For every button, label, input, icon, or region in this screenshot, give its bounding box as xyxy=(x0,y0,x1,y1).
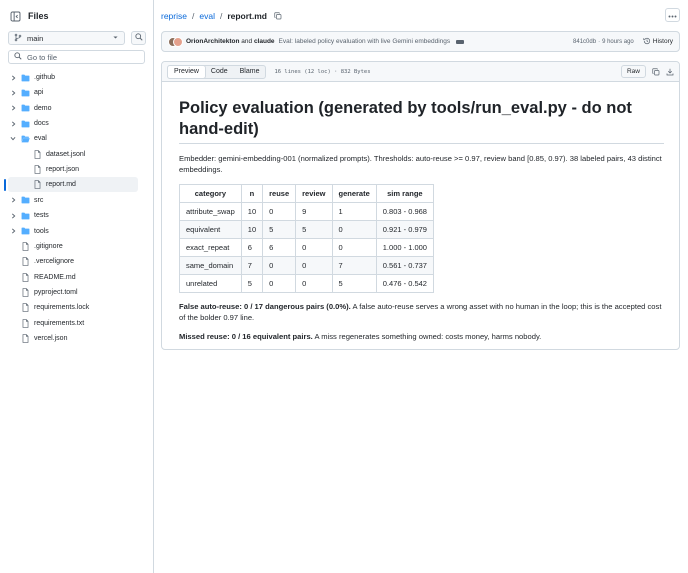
history-icon xyxy=(643,37,651,47)
file-icon xyxy=(20,288,30,297)
tree-item-label: report.json xyxy=(46,166,80,174)
history-label: History xyxy=(652,38,673,45)
folder-icon xyxy=(20,212,30,220)
chevron-down-icon[interactable] xyxy=(9,136,17,141)
commit-author-link[interactable]: OrionArchitekton xyxy=(186,38,240,45)
table-cell: 1.000 - 1.000 xyxy=(376,239,433,257)
tree-item-label: vercel.json xyxy=(34,334,68,342)
table-row xyxy=(180,239,434,257)
latest-commit-bar xyxy=(161,31,680,52)
file-icon xyxy=(20,242,30,251)
table-cell: 0 xyxy=(263,275,296,293)
sidebar-title: Files xyxy=(28,11,49,21)
breadcrumb-folder-link[interactable]: eval xyxy=(199,11,215,21)
file-icon xyxy=(32,180,42,189)
missed-reuse-text: A miss regenerates something owned: costs money, harms nobody. xyxy=(312,332,542,341)
table-row xyxy=(180,275,434,293)
table-cell: 0 xyxy=(296,275,332,293)
table-header-cell: reuse xyxy=(263,185,296,203)
markdown-body xyxy=(179,98,664,342)
chevron-down-icon xyxy=(112,34,119,43)
table-cell: 0 xyxy=(296,239,332,257)
kebab-horizontal-icon xyxy=(668,11,677,20)
file-icon xyxy=(20,334,30,343)
tree-folder-eval[interactable] xyxy=(8,131,138,146)
breadcrumb-separator: / xyxy=(219,11,223,21)
chevron-right-icon[interactable] xyxy=(9,213,17,219)
false-reuse-label: False auto-reuse: 0 / 17 dangerous pairs (0.0%). xyxy=(179,302,351,311)
chevron-right-icon[interactable] xyxy=(9,75,17,81)
commit-and-text: and xyxy=(241,38,253,45)
chevron-right-icon[interactable] xyxy=(9,90,17,96)
tree-item-label: eval xyxy=(34,135,47,143)
table-cell: exact_repeat xyxy=(180,239,242,257)
commit-dot-separator: · xyxy=(598,38,601,45)
table-cell: 10 xyxy=(241,203,262,221)
raw-button[interactable]: Raw xyxy=(621,65,646,78)
folder-icon xyxy=(20,196,30,204)
avatar[interactable] xyxy=(173,37,183,47)
table-cell: 0.803 - 0.968 xyxy=(376,203,433,221)
file-tree-sidebar xyxy=(0,0,154,573)
table-cell: 0 xyxy=(332,239,376,257)
download-icon[interactable] xyxy=(665,67,674,77)
table-cell: 1 xyxy=(332,203,376,221)
tree-folder-api[interactable] xyxy=(8,85,138,100)
false-reuse-text: A false auto-reuse serves a wrong asset with no human in the loop; this is the accepted cost of the bolder 0.97 line. xyxy=(179,302,662,322)
folder-icon xyxy=(20,227,30,235)
table-header-cell: review xyxy=(296,185,332,203)
table-header-cell: n xyxy=(241,185,262,203)
file-header xyxy=(162,62,679,82)
table-cell: 0.561 - 0.737 xyxy=(376,257,433,275)
tree-file-readme-md[interactable] xyxy=(8,270,138,285)
table-cell: 9 xyxy=(296,203,332,221)
tree-item-label: report.md xyxy=(46,181,76,189)
tree-file-dataset-jsonl[interactable] xyxy=(8,147,138,162)
table-cell: 7 xyxy=(241,257,262,275)
tree-file-vercelignore[interactable] xyxy=(8,254,138,269)
table-cell: 6 xyxy=(263,239,296,257)
table-header-cell: category xyxy=(180,185,242,203)
tree-item-label: dataset.jsonl xyxy=(46,150,86,158)
table-cell: 0 xyxy=(263,257,296,275)
table-cell: 5 xyxy=(241,275,262,293)
commit-authors xyxy=(186,38,275,45)
tab-blame[interactable]: Blame xyxy=(239,68,260,75)
tree-folder-tests[interactable] xyxy=(8,208,138,223)
branch-name: main xyxy=(27,33,44,43)
commit-avatars xyxy=(168,37,183,47)
file-meta-info: 16 lines (12 loc) · 832 Bytes xyxy=(274,68,371,75)
folder-icon xyxy=(20,120,30,128)
table-cell: attribute_swap xyxy=(180,203,242,221)
commit-sha-link[interactable]: 841c0db xyxy=(573,38,597,45)
view-mode-switcher xyxy=(167,65,266,79)
tree-item-label: src xyxy=(34,196,44,204)
table-cell: same_domain xyxy=(180,257,242,275)
copy-path-icon[interactable] xyxy=(274,12,282,20)
table-cell: 0.921 - 0.979 xyxy=(376,221,433,239)
chevron-right-icon[interactable] xyxy=(9,197,17,203)
selected-indicator xyxy=(4,179,6,191)
tree-item-label: tools xyxy=(34,227,49,235)
more-options-button[interactable] xyxy=(665,8,680,22)
file-viewer xyxy=(161,61,680,350)
intro-paragraph: Embedder: gemini-embedding-001 (normalized prompts). Thresholds: auto-reuse >= 0.97, review band [0.85, 0.97). 38 labeled pairs, 43 distinct embeddings. xyxy=(179,154,662,174)
table-cell: 0 xyxy=(296,257,332,275)
file-icon xyxy=(20,257,30,266)
search-icon xyxy=(14,52,22,62)
document-heading: Policy evaluation (generated by tools/run_eval.py - do not hand-edit) xyxy=(179,98,664,144)
tree-item-label: tests xyxy=(34,212,49,220)
chevron-right-icon[interactable] xyxy=(9,121,17,127)
table-row xyxy=(180,221,434,239)
tree-item-label: README.md xyxy=(34,273,76,281)
table-cell: equivalent xyxy=(180,221,242,239)
sidebar-header xyxy=(8,8,49,24)
breadcrumb-repo-link[interactable]: reprise xyxy=(161,11,187,21)
commit-message-link[interactable]: Eval: labeled policy evaluation with live Gemini embeddings xyxy=(278,38,451,45)
tree-item-label: requirements.txt xyxy=(34,319,85,327)
tree-item-label: .gitignore xyxy=(34,242,63,250)
tree-item-label: .github xyxy=(34,74,56,81)
file-icon xyxy=(20,273,30,282)
folder-icon xyxy=(20,104,30,112)
search-button[interactable] xyxy=(131,31,146,45)
tree-file-pyproject-toml[interactable] xyxy=(8,285,138,300)
commit-time: 9 hours ago xyxy=(602,38,634,45)
tab-preview[interactable]: Preview xyxy=(167,65,206,79)
table-cell: unrelated xyxy=(180,275,242,293)
tree-item-label: api xyxy=(34,89,44,97)
commit-author-link[interactable]: claude xyxy=(253,38,275,45)
table-header-cell: sim range xyxy=(376,185,433,203)
table-cell: 7 xyxy=(332,257,376,275)
table-cell: 6 xyxy=(241,239,262,257)
tree-file-report-md[interactable] xyxy=(8,177,138,192)
table-cell: 0.476 - 0.542 xyxy=(376,275,433,293)
table-cell: 5 xyxy=(332,275,376,293)
table-cell: 0 xyxy=(263,203,296,221)
results-table xyxy=(179,184,434,293)
folder-icon xyxy=(20,89,30,97)
breadcrumb-current-file: report.md xyxy=(227,11,267,21)
tree-item-label: docs xyxy=(34,120,49,128)
table-cell: 5 xyxy=(296,221,332,239)
tree-folder-docs[interactable] xyxy=(8,116,138,131)
search-icon xyxy=(135,33,143,43)
folder-open-icon xyxy=(20,135,30,143)
folder-icon xyxy=(20,74,30,82)
go-to-file-input[interactable] xyxy=(27,53,137,62)
tree-file-vercel-json[interactable] xyxy=(8,331,138,346)
false-reuse-paragraph xyxy=(179,301,664,323)
missed-reuse-label: Missed reuse: 0 / 16 equivalent pairs. xyxy=(179,332,313,341)
file-icon xyxy=(20,303,30,312)
tree-folder-github[interactable] xyxy=(8,70,138,85)
tree-folder-src[interactable] xyxy=(8,193,138,208)
expand-commit-message-button[interactable] xyxy=(456,40,464,44)
tree-file-requirements-lock[interactable] xyxy=(8,300,138,315)
history-button[interactable] xyxy=(641,37,673,47)
file-icon xyxy=(32,150,42,159)
tree-item-label: demo xyxy=(34,104,52,112)
tree-item-label: .vercelignore xyxy=(34,258,75,266)
tree-file-report-json[interactable] xyxy=(8,162,138,177)
chevron-right-icon[interactable] xyxy=(9,228,17,234)
table-cell: 5 xyxy=(263,221,296,239)
tree-folder-demo[interactable] xyxy=(8,101,138,116)
file-icon xyxy=(32,165,42,174)
copy-icon[interactable] xyxy=(651,67,660,77)
table-row xyxy=(180,257,434,275)
tree-file-requirements-txt[interactable] xyxy=(8,316,138,331)
tab-code[interactable]: Code xyxy=(210,68,228,75)
table-cell: 10 xyxy=(241,221,262,239)
missed-reuse-paragraph xyxy=(179,331,664,342)
branch-icon xyxy=(14,33,22,44)
table-cell: 0 xyxy=(332,221,376,239)
file-icon xyxy=(20,319,30,328)
tree-file-gitignore[interactable] xyxy=(8,239,138,254)
branch-selector[interactable] xyxy=(8,31,125,45)
table-header-cell: generate xyxy=(332,185,376,203)
table-row xyxy=(180,203,434,221)
tree-folder-tools[interactable] xyxy=(8,224,138,239)
go-to-file-field[interactable] xyxy=(8,50,145,64)
breadcrumb xyxy=(161,10,282,22)
tree-item-label: pyproject.toml xyxy=(34,288,78,296)
chevron-right-icon[interactable] xyxy=(9,105,17,111)
sidebar-collapse-icon[interactable] xyxy=(8,9,22,23)
tree-item-label: requirements.lock xyxy=(34,304,90,312)
breadcrumb-separator: / xyxy=(191,11,195,21)
